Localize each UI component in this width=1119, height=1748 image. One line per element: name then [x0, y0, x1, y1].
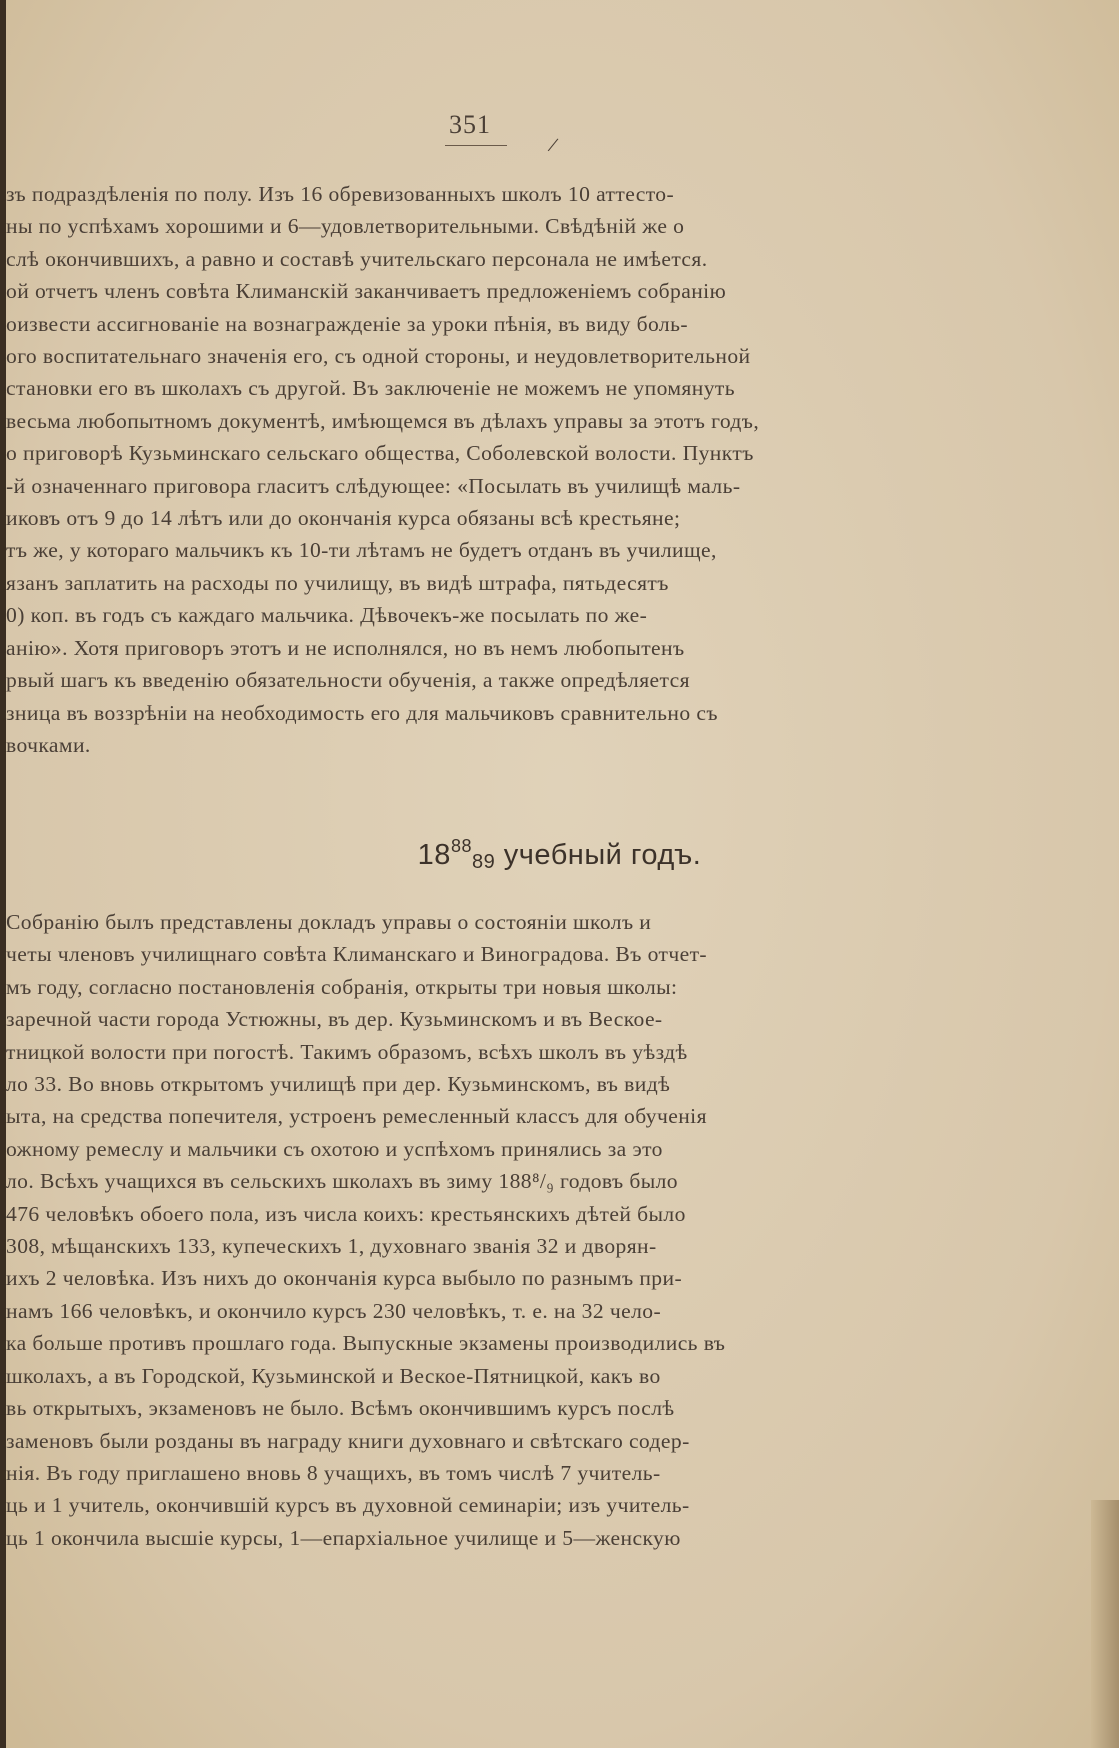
text-line: 308, мѣщанскихъ 133, купеческихъ 1, духовнаго званія 32 и дворян- — [6, 1234, 657, 1259]
text-line: ка больше противъ прошлаго года. Выпускные экзамены производились въ — [6, 1331, 726, 1356]
heading-text: учебный годъ. — [503, 839, 702, 871]
page-number: 351 — [449, 110, 491, 139]
section-heading — [0, 836, 1119, 874]
page-number-underline — [445, 145, 507, 146]
text-line: ць 1 окончила высшіе курсы, 1—епархіальное училище и 5—женскую — [6, 1525, 681, 1550]
page-right-edge — [1091, 1500, 1119, 1748]
text-line: зница въ воззрѣніи на необходимость его для мальчиковъ сравнительно съ — [6, 700, 718, 725]
text-line: тницкой волости при погостѣ. Такимъ образомъ, всѣхъ школъ въ уѣздѣ — [6, 1039, 688, 1064]
text-line: становки его въ школахъ съ другой. Въ заключеніе не можемъ не упомянуть — [6, 376, 735, 401]
paragraph-1 — [6, 178, 970, 761]
paragraph-2 — [6, 906, 970, 1554]
text-line: вь открытыхъ, экзаменовъ не было. Всѣмъ окончившимъ курсъ послѣ — [6, 1396, 675, 1421]
text-line: ыта, на средства попечителя, устроенъ ремесленный классъ для обученія — [6, 1104, 707, 1129]
text-line: ого воспитательнаго значенія его, съ одной стороны, и неудовлетворительной — [6, 344, 751, 369]
text-line: ло. Всѣхъ учащихся въ сельскихъ школахъ въ зиму 188⁸/₉ годовъ было — [6, 1169, 678, 1194]
text-line: вочками. — [6, 732, 91, 757]
text-line: четы членовъ училищнаго совѣта Климанскаго и Виноградова. Въ отчет- — [6, 942, 708, 967]
heading-year: 18 — [417, 839, 451, 871]
text-line: -й означеннаго приговора гласитъ слѣдующее: «Посылать въ училищѣ маль- — [6, 473, 741, 498]
text-line: заменовъ были розданы въ награду книги духовнаго и свѣтскаго содер- — [6, 1428, 690, 1453]
text-line: анію». Хотя приговоръ этотъ и не исполнялся, но въ немъ любопытенъ — [6, 635, 685, 660]
text-line: о приговорѣ Кузьминскаго сельскаго общества, Соболевской волости. Пунктъ — [6, 441, 754, 466]
pencil-tick-mark: / — [546, 131, 561, 158]
text-line: Собранію былъ представлены докладъ управы о состояніи школъ и — [6, 910, 652, 934]
text-line: школахъ, а въ Городской, Кузьминской и Веское-Пятницкой, какъ во — [6, 1363, 661, 1388]
text-line: ой отчетъ членъ совѣта Климанскій заканчиваетъ предложеніемъ собранію — [6, 279, 727, 304]
text-line: иковъ отъ 9 до 14 лѣтъ или до окончанія курса обязаны всѣ крестьяне; — [6, 506, 681, 531]
text-line: зъ подраздѣленія по полу. Изъ 16 обревизованныхъ школъ 10 аттесто- — [6, 182, 675, 206]
text-line: язанъ заплатить на расходы по училищу, въ видѣ штрафа, пятьдесятъ — [6, 570, 669, 595]
text-line: ло 33. Во вновь открытомъ училищѣ при дер. Кузьминскомъ, въ видѣ — [6, 1072, 671, 1097]
text-line: рвый шагъ къ введенію обязательности обученія, а также опредѣляется — [6, 668, 690, 693]
text-line: намъ 166 человѣкъ, и окончило курсъ 230 человѣкъ, т. е. на 32 чело- — [6, 1298, 662, 1323]
text-line: заречной части города Устюжны, въ дер. Кузьминскомъ и въ Веское- — [6, 1007, 663, 1032]
text-line: ны по успѣхамъ хорошими и 6—удовлетворительными. Свѣдѣній же о — [6, 214, 685, 239]
text-line: 0) коп. въ годъ съ каждаго мальчика. Дѣвочекъ-же посылать по же- — [6, 603, 648, 628]
text-line: ожному ремеслу и мальчики съ охотою и успѣхомъ принялись за это — [6, 1136, 663, 1161]
text-line: весьма любопытномъ документѣ, имѣющемся въ дѣлахъ управы за этотъ годъ, — [6, 408, 760, 433]
text-line: оизвести ассигнованіе на вознагражденіе за уроки пѣнія, въ виду боль- — [6, 311, 688, 336]
text-line: 476 человѣкъ обоего пола, изъ числа коихъ: крестьянскихъ дѣтей было — [6, 1201, 686, 1226]
text-line: ихъ 2 человѣка. Изъ нихъ до окончанія курса выбыло по разнымъ при- — [6, 1266, 683, 1291]
text-line: ць и 1 учитель, окончившій курсъ въ духовной семинаріи; изъ учитель- — [6, 1493, 690, 1518]
text-line: мъ году, согласно постановленія собранія, открыты три новыя школы: — [6, 974, 678, 999]
heading-year-sub: 89 — [471, 851, 496, 873]
heading-year-sup: 88 — [450, 836, 472, 856]
text-line: нія. Въ году приглашено вновь 8 учащихъ, въ томъ числѣ 7 учитель- — [6, 1460, 661, 1485]
text-line: слѣ окончившихъ, а равно и составѣ учительскаго персонала не имѣется. — [6, 246, 708, 271]
text-line: тъ же, у котораго мальчикъ къ 10-ти лѣтамъ не будетъ отданъ въ училище, — [6, 538, 717, 563]
